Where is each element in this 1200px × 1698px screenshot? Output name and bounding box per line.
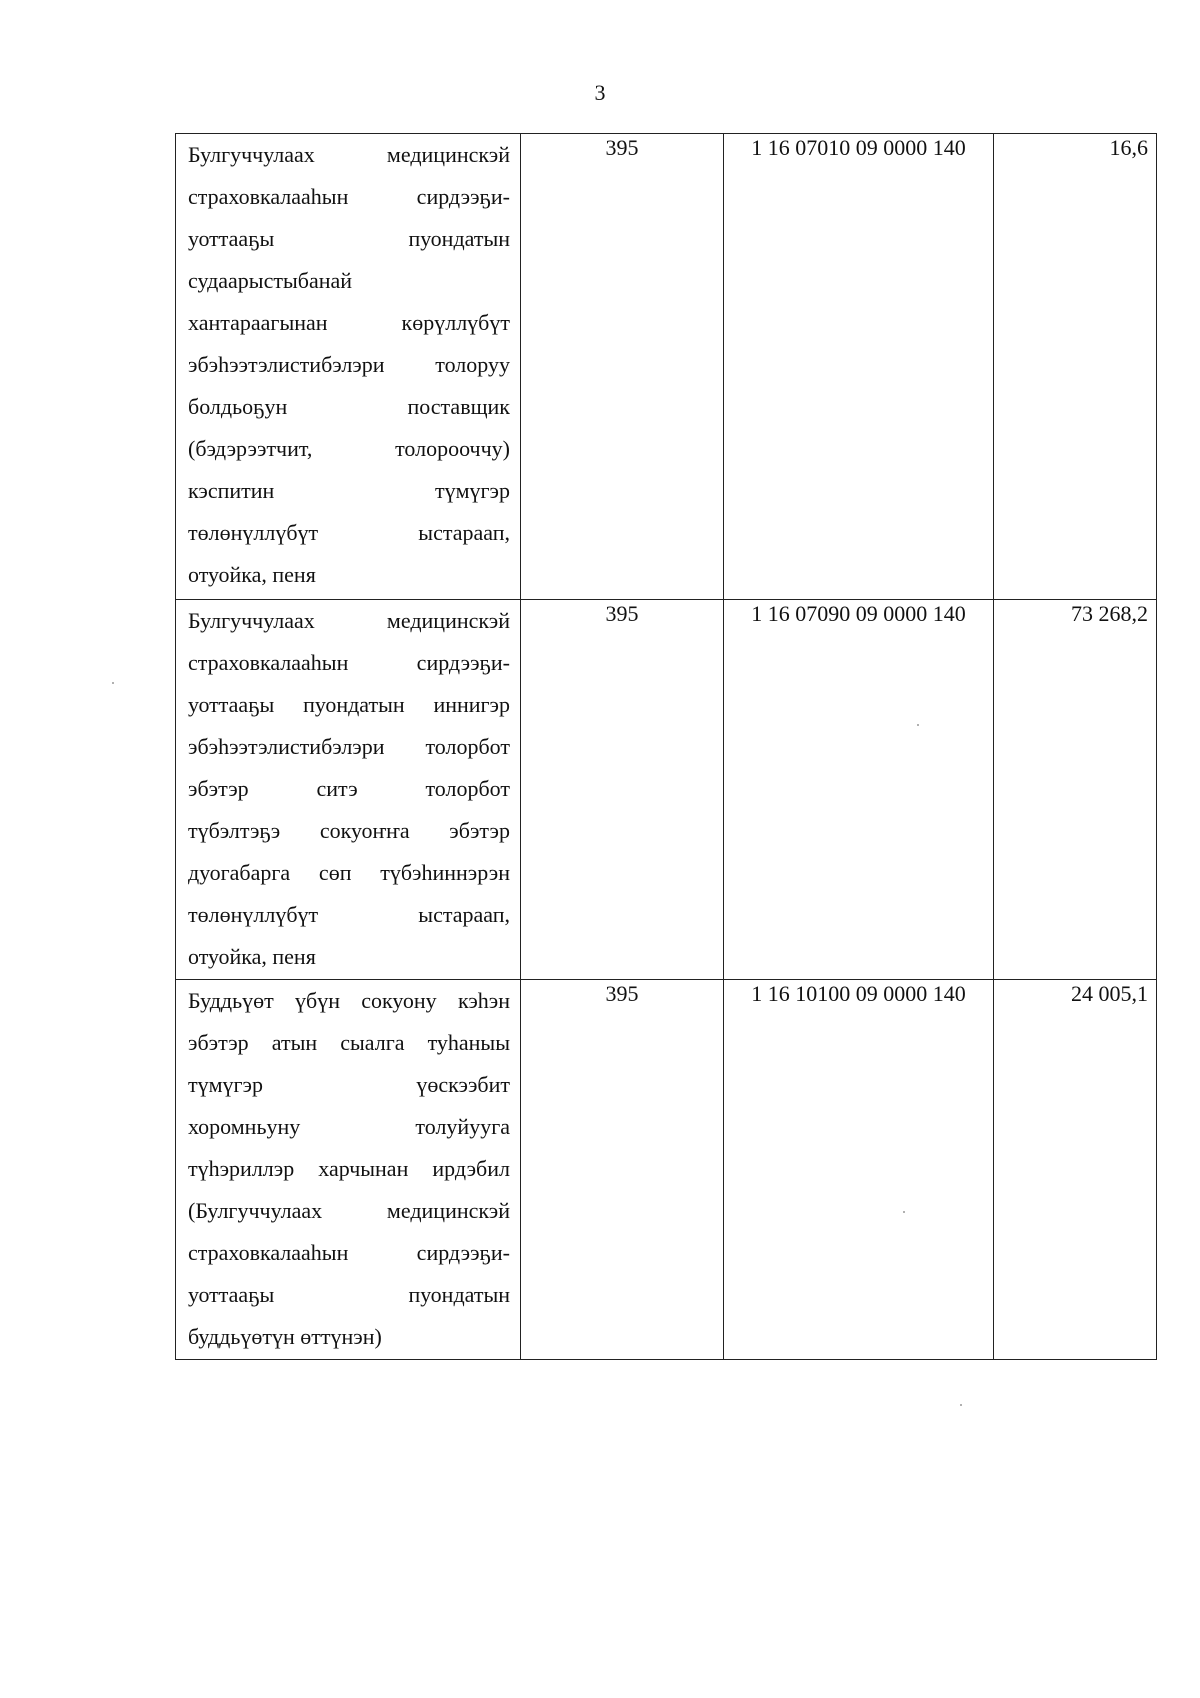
- description-line: төлөнүллүбүт ыстараап,: [188, 902, 510, 927]
- budget-code-cell: 1 16 07090 09 0000 140: [724, 600, 994, 980]
- scan-speck: [112, 682, 114, 684]
- description-line: эбэһээтэлистибэлэри толорбот: [188, 734, 510, 759]
- description-line: Буддьүөт үбүн сокуону кэһэн: [188, 988, 510, 1013]
- description-line: түмүгэр үөскээбит: [188, 1072, 510, 1097]
- description-line: түһэриллэр харчынан ирдэбил: [188, 1156, 510, 1181]
- description-line: Булгуччулаах медицинскэй: [188, 142, 510, 167]
- budget-code-cell: 1 16 10100 09 0000 140: [724, 980, 994, 1360]
- description-line: хантараагынан көрүллүбүт: [188, 310, 510, 335]
- description-cell: [176, 600, 521, 980]
- amount-cell: 16,6: [994, 134, 1157, 600]
- admin-code-cell: 395: [521, 980, 724, 1360]
- table-row: [176, 980, 1157, 1360]
- scan-speck: [960, 1404, 962, 1406]
- page-number: 3: [594, 80, 606, 105]
- description-line: уоттааҕы пуондатын: [188, 226, 510, 251]
- amount-cell: 24 005,1: [994, 980, 1157, 1360]
- description-line: эбэтэр ситэ толорбот: [188, 776, 510, 801]
- description-line: дуогабарга сөп түбэһиннэрэн: [188, 860, 510, 885]
- description-line: буддьүөтүн өттүнэн): [188, 1324, 382, 1349]
- scan-speck: [917, 724, 919, 726]
- amount-cell: 73 268,2: [994, 600, 1157, 980]
- description-line: страховкалааһын сирдээҕи-: [188, 1240, 510, 1265]
- description-line: страховкалааһын сирдээҕи-: [188, 650, 510, 675]
- description-line: уоттааҕы пуондатын иннигэр: [188, 692, 510, 717]
- description-line: (бэдэрээтчит, толорооччу): [188, 436, 510, 461]
- description-cell: [176, 980, 521, 1360]
- description-line: отуойка, пеня: [188, 562, 316, 587]
- description-line: түбэлтэҕэ сокуоҥҥа эбэтэр: [188, 818, 510, 843]
- table-row: [176, 600, 1157, 980]
- description-line: төлөнүллүбүт ыстараап,: [188, 520, 510, 545]
- description-line: эбэтэр атын сыалга туһаныы: [188, 1030, 510, 1055]
- description-line: кэспитин түмүгэр: [188, 478, 510, 503]
- description-line: уоттааҕы пуондатын: [188, 1282, 510, 1307]
- description-cell: [176, 134, 521, 600]
- description-line: эбэһээтэлистибэлэри толоруу: [188, 352, 510, 377]
- admin-code-cell: 395: [521, 600, 724, 980]
- description-line: болдьоҕун поставщик: [188, 394, 510, 419]
- admin-code-cell: 395: [521, 134, 724, 600]
- description-line: хоромньуну толуйууга: [188, 1114, 510, 1139]
- description-line: (Булгуччулаах медицинскэй: [188, 1198, 510, 1223]
- description-line: судаарыстыбанай: [188, 268, 353, 293]
- description-line: Булгуччулаах медицинскэй: [188, 608, 510, 633]
- revenue-table: [175, 133, 1157, 1360]
- budget-code-cell: 1 16 07010 09 0000 140: [724, 134, 994, 600]
- description-line: страховкалааһын сирдээҕи-: [188, 184, 510, 209]
- scan-speck: [903, 1211, 905, 1213]
- description-line: отуойка, пеня: [188, 944, 316, 969]
- table-row: [176, 134, 1157, 600]
